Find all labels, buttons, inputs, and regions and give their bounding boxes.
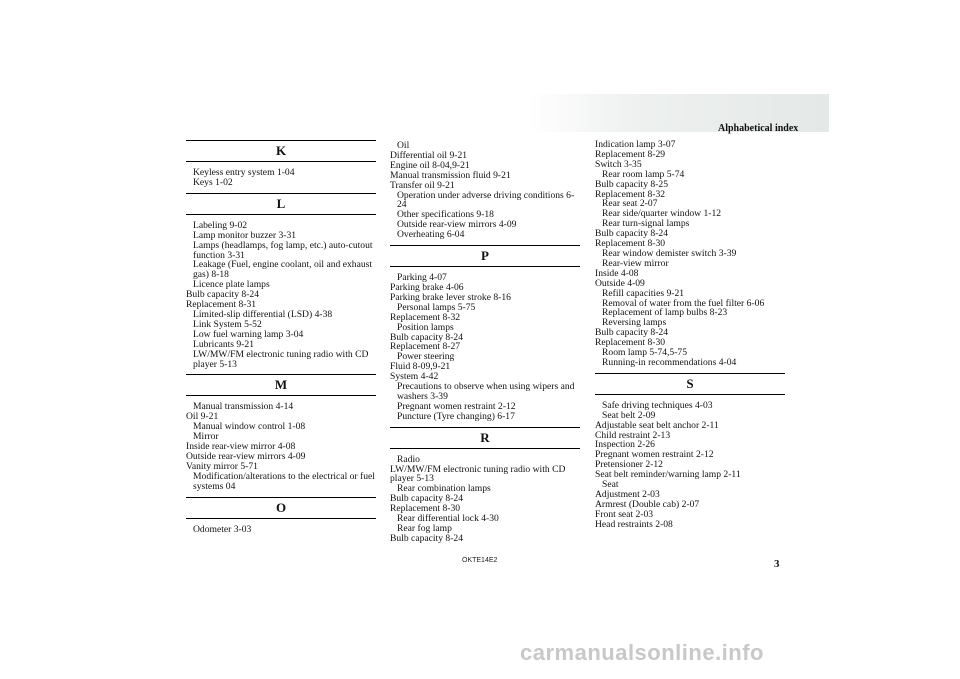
index-entry: Oil 9-21 [186,411,219,423]
index-entry: Adjustable seat belt anchor 2-11 [595,419,719,431]
index-entry: Front seat 2-03 [595,508,654,520]
section-letter-heading: M [186,374,376,396]
index-entry: Keyless entry system 1-04 [193,167,295,178]
index-entry: Seat belt 2-09 [602,409,656,421]
index-entry: Replacement 8-27 [390,341,461,353]
index-entry: Parking brake 4-06 [390,281,464,293]
index-entry: Limited-slip differential (LSD) 4-38 [193,308,333,320]
index-entry: Odometer 3-03 [193,523,252,535]
index-entry: Replacement 8-32 [595,188,666,200]
index-entry: Manual transmission 4-14 [193,401,294,413]
index-entry: Power steering [397,351,455,363]
index-entry: Manual transmission fluid 9-21 [390,169,511,181]
index-entry: Replacement of lamp bulbs 8-23 [602,307,728,319]
index-entry: Manual window control 1-08 [193,421,306,433]
index-entry: Seat belt reminder/warning lamp 2-11 [595,469,741,481]
index-entry: Replacement 8-32 [390,311,461,323]
index-entry: Replacement 8-30 [390,503,461,515]
index-entry: Pregnant women restraint 2-12 [595,449,714,461]
index-entry: Bulb capacity 8-24 [595,327,668,339]
index-entry: Parking brake lever stroke 8-16 [390,291,511,303]
index-entry: Replacement 8-30 [595,238,666,250]
index-entry: Outside rear-view mirrors 4-09 [397,219,517,231]
index-entry: Rear-view mirror [602,257,669,269]
index-entry: Outside 4-09 [595,277,645,289]
index-entry: Keys 1-02 [193,176,233,188]
index-entry: Lamp monitor buzzer 3-31 [193,229,297,241]
index-column-1 [186,140,376,534]
index-entry: Rear window demister switch 3-39 [602,247,737,259]
index-entry: LW/MW/FM electronic tuning radio with CD player 5-13 [390,463,566,485]
index-entry: Indication lamp 3-07 [595,139,676,150]
index-entry: Replacement 8-30 [595,337,666,349]
index-entry: Rear differential lock 4-30 [397,513,499,525]
index-entry: Bulb capacity 8-24 [390,331,463,343]
index-entry: Inside 4-08 [595,267,639,279]
index-entry: Other specifications 9-18 [397,209,494,221]
index-entry: Parking 4-07 [397,272,447,284]
index-entry: Link System 5-52 [193,318,262,330]
index-entry: Outside rear-view mirrors 4-09 [186,450,306,462]
index-entry: LW/MW/FM electronic tuning radio with CD player 5-13 [193,348,369,370]
index-entry: Puncture (Tyre changing) 6-17 [397,410,515,422]
section-letter-heading: S [595,373,785,395]
section-letter-heading: K [186,140,376,162]
index-entry: Operation under adverse driving conditions 6-24 [397,189,575,211]
index-entry: Personal lamps 5-75 [397,301,476,313]
index-entry: Transfer oil 9-21 [390,179,455,191]
index-entry: Pretensioner 2-12 [595,459,663,471]
index-entry: Armrest (Double cab) 2-07 [595,498,700,510]
index-entry: Rear combination lamps [397,483,491,495]
index-entry: Refill capacities 9-21 [602,287,685,299]
index-entry: Fluid 8-09,9-21 [390,361,451,373]
index-entry: Oil [397,140,410,151]
index-entry: Precautions to observe when using wipers and washers 3-39 [397,381,575,402]
index-entry: Inside rear-view mirror 4-08 [186,441,296,453]
index-entry: Bulb capacity 8-24 [186,289,259,301]
index-entry: Rear room lamp 5-74 [602,168,685,180]
index-entry: Bulb capacity 8-25 [595,178,668,190]
section-letter-heading: P [390,245,580,267]
index-entry: Rear seat 2-07 [602,198,658,210]
index-entry: Rear side/quarter window 1-12 [602,208,722,220]
document-code: OKTE14E2 [462,557,498,564]
index-entry: Pregnant women restraint 2-12 [397,400,516,412]
index-entry: Rear turn-signal lamps [602,218,690,230]
index-column-3 [595,140,785,530]
page-number: 3 [774,558,780,570]
index-entry: System 4-42 [390,371,439,383]
index-entry: Child restraint 2-13 [595,429,671,441]
index-entry: Labeling 9-02 [193,219,248,231]
index-entry: Rear fog lamp [397,523,452,534]
index-entry: Inspection 2-26 [595,439,655,451]
index-entry: Lubricants 9-21 [193,338,255,350]
index-entry: Licence plate lamps [193,279,270,291]
index-entry: Modification/alterations to the electrical or fuel systems 04 [193,470,375,492]
index-column-2 [390,141,580,544]
index-entry: Differential oil 9-21 [390,149,468,161]
index-entry: Head restraints 2-08 [595,518,673,530]
section-letter-heading: O [186,497,376,519]
index-entry: Room lamp 5-74,5-75 [602,347,688,359]
index-entry: Overheating 6-04 [397,229,465,241]
index-entry: Switch 3-35 [595,158,642,170]
index-entry: Reversing lamps [602,317,667,329]
section-letter-heading: L [186,193,376,215]
index-entry: Lamps (headlamps, fog lamp, etc.) auto-cutout function 3-31 [193,239,373,261]
index-entry: Mirror [193,431,219,443]
index-entry: Safe driving techniques 4-03 [602,399,713,411]
index-entry: Bulb capacity 8-24 [390,532,463,544]
index-entry: Engine oil 8-04,9-21 [390,159,470,171]
index-entry: Adjustment 2-03 [595,489,660,500]
index-entry: Radio [397,453,420,465]
page-header-title: Alphabetical index [718,123,799,134]
watermark-text: carmanualsonline.info [520,640,764,665]
index-entry: Replacement 8-29 [595,148,666,160]
index-entry: Running-in recommendations 4-04 [602,356,737,368]
index-entry: Position lamps [397,321,454,333]
index-entry: Bulb capacity 8-24 [390,493,463,505]
index-entry: Removal of water from the fuel filter 6-06 [602,297,765,309]
index-entry: Seat [602,479,619,491]
section-letter-heading: R [390,427,580,449]
index-entry: Bulb capacity 8-24 [595,228,668,240]
index-entry: Leakage (Fuel, engine coolant, oil and exhaust gas) 8-18 [193,259,373,281]
index-entry: Low fuel warning lamp 3-04 [193,328,304,340]
index-entry: Vanity mirror 5-71 [186,460,258,472]
index-entry: Replacement 8-31 [186,299,257,311]
